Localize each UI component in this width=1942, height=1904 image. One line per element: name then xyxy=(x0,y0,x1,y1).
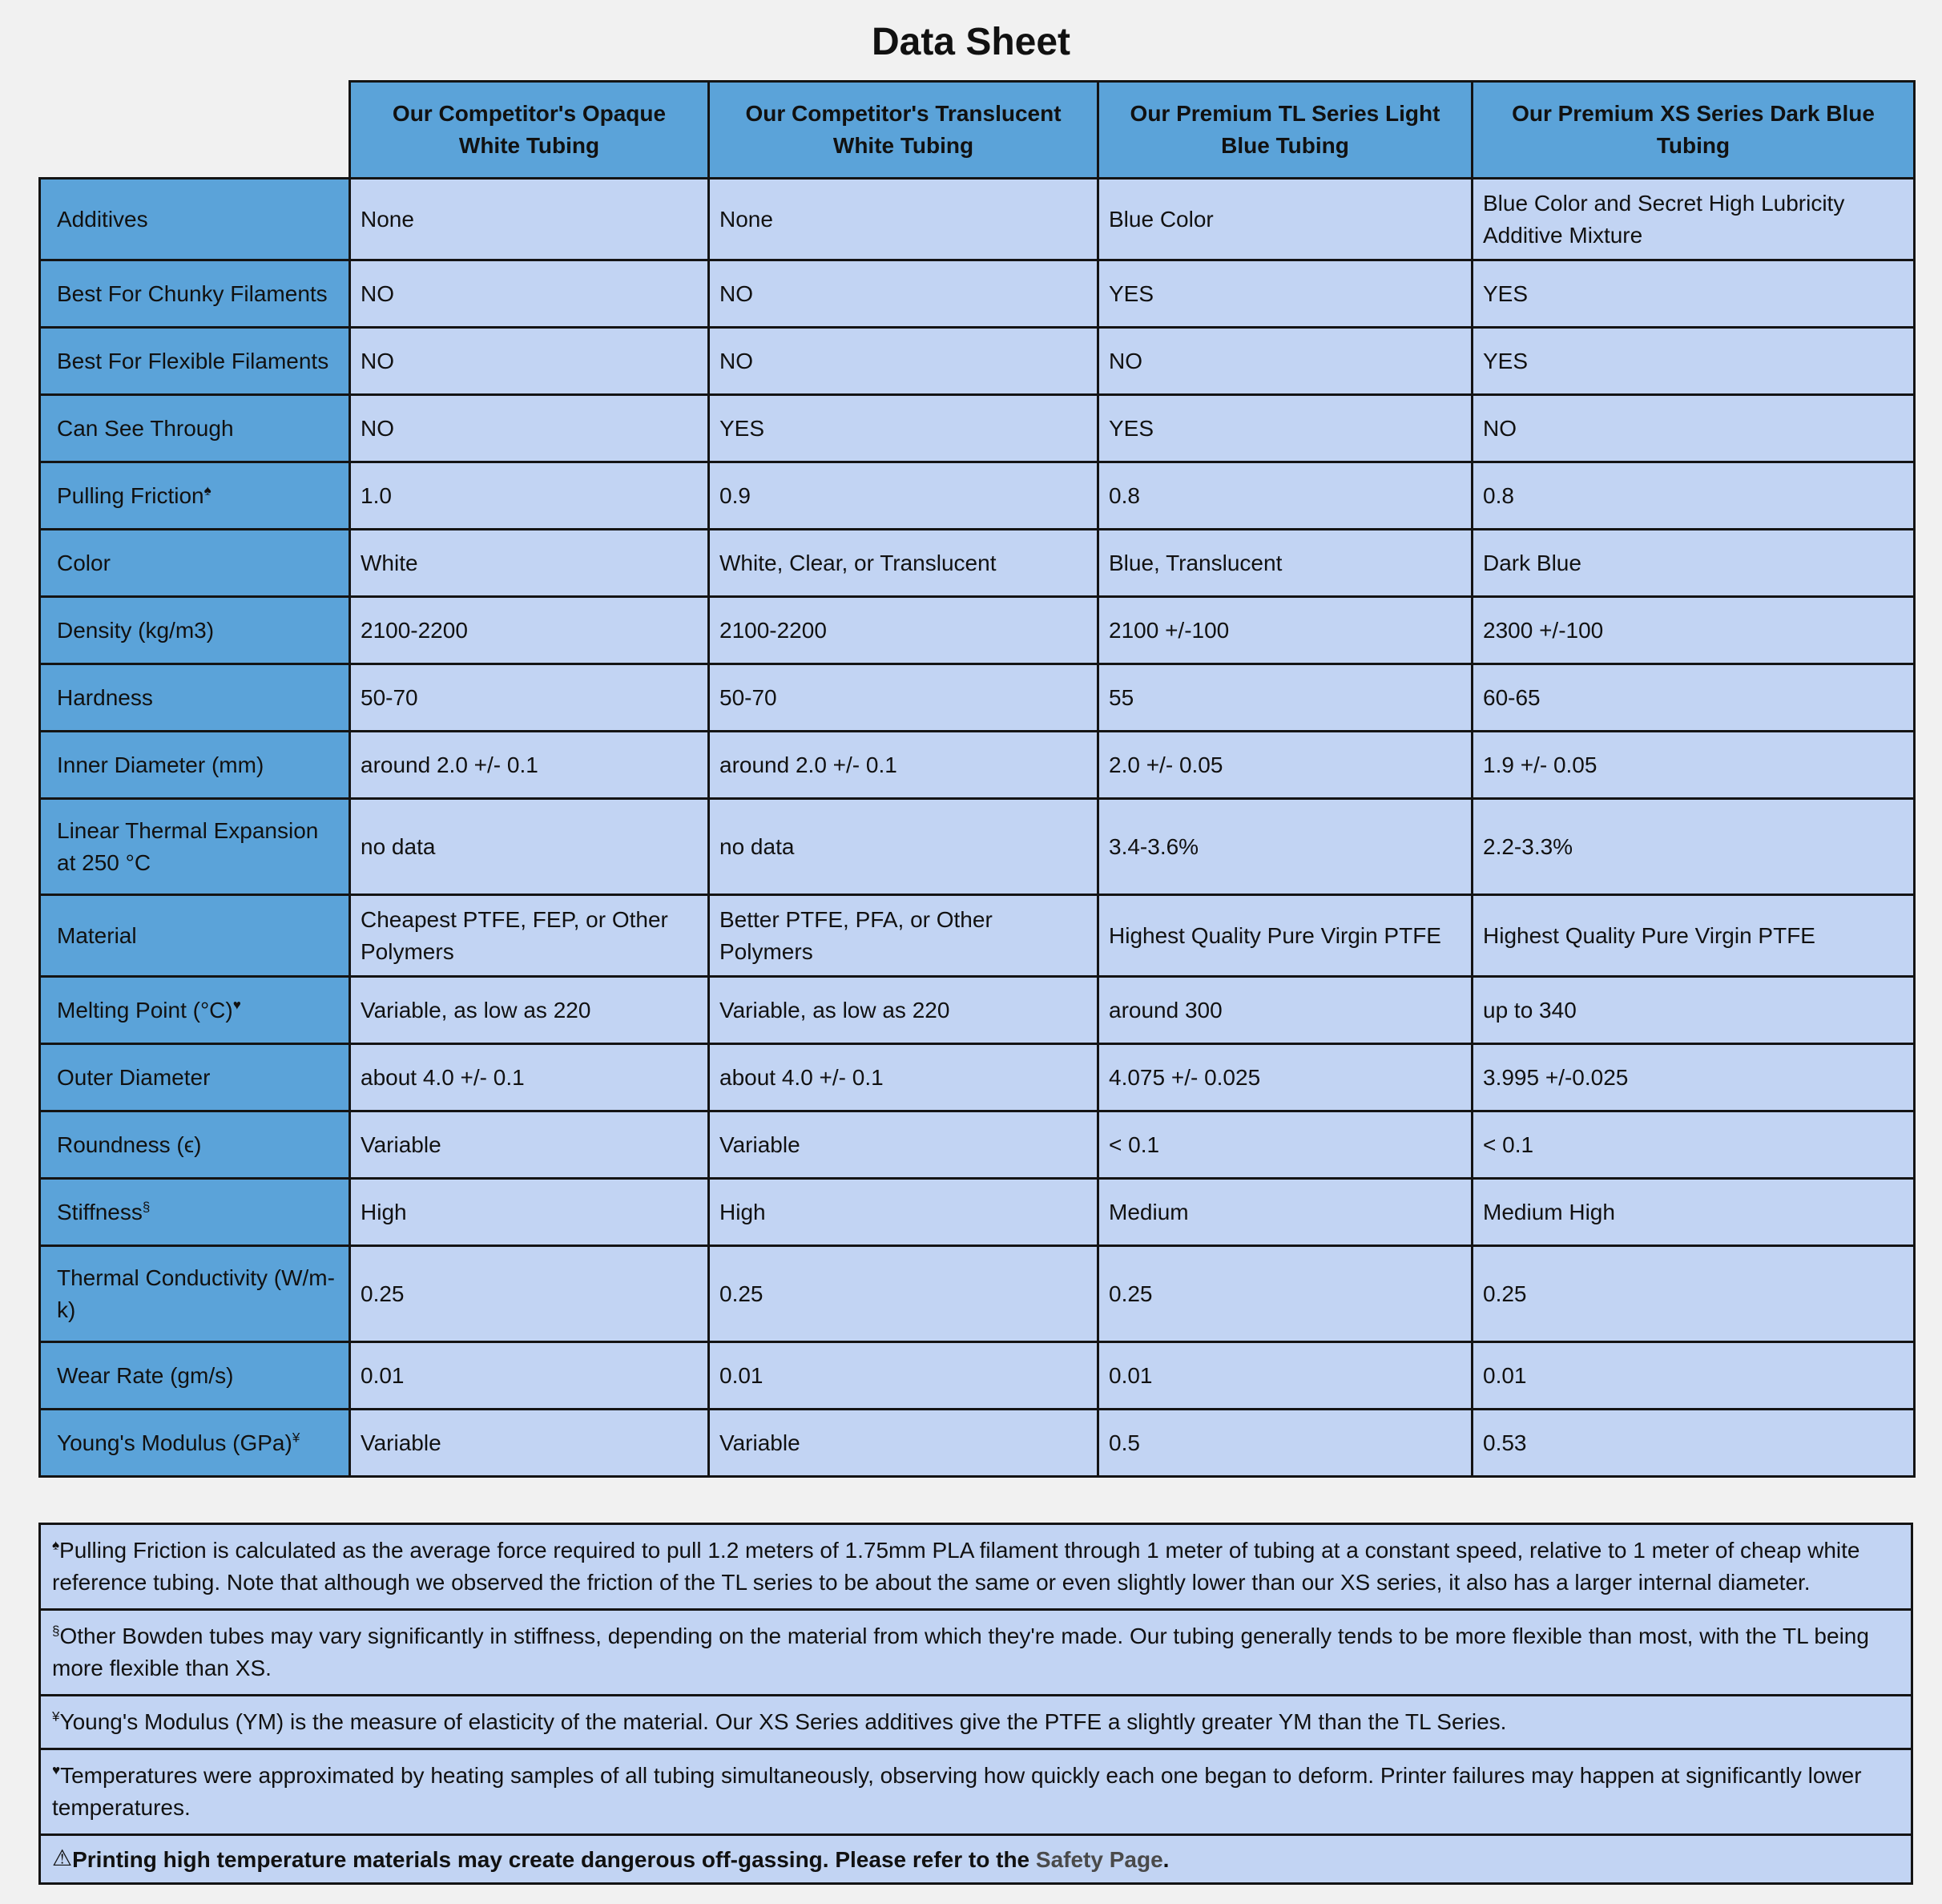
safety-page-link[interactable]: Safety Page xyxy=(1035,1847,1163,1872)
table-body xyxy=(40,179,1915,1477)
table-cell: White, Clear, or Translucent xyxy=(709,530,1098,597)
table-cell: 0.25 xyxy=(1098,1246,1473,1342)
row-header-cell xyxy=(40,462,350,530)
row-header-cell xyxy=(40,597,350,664)
table-row xyxy=(40,597,1915,664)
table-cell: 0.5 xyxy=(1098,1410,1473,1477)
footnote-row xyxy=(40,1749,1912,1835)
table-cell: Blue, Translucent xyxy=(1098,530,1473,597)
footnote-marker: ♥ xyxy=(232,997,241,1013)
table-cell: no data xyxy=(350,799,709,895)
row-label: Density (kg/m3) xyxy=(57,617,215,643)
table-row xyxy=(40,1342,1915,1410)
footnote-row xyxy=(40,1524,1912,1610)
table-cell: 1.9 +/- 0.05 xyxy=(1473,732,1915,799)
table-row xyxy=(40,1044,1915,1111)
table-cell: High xyxy=(350,1179,709,1246)
table-cell: 1.0 xyxy=(350,462,709,530)
footnote-cell xyxy=(40,1696,1912,1749)
row-label: Outer Diameter xyxy=(57,1064,211,1090)
footnote-text: Young's Modulus (YM) is the measure of elasticity of the material. Our XS Series additives give the PTFE a slightly greater YM than the TL Series. xyxy=(59,1709,1507,1734)
warning-text: Printing high temperature materials may create dangerous off-gassing. Please refer to the xyxy=(72,1847,1036,1872)
table-cell: < 0.1 xyxy=(1098,1111,1473,1179)
table-cell: YES xyxy=(1098,395,1473,462)
footnote-marker: ♠ xyxy=(203,482,212,498)
table-cell: NO xyxy=(350,260,709,328)
table-cell: NO xyxy=(709,260,1098,328)
row-header-cell xyxy=(40,799,350,895)
table-cell: Variable xyxy=(709,1410,1098,1477)
column-header-opaque-white: Our Competitor's Opaque White Tubing xyxy=(350,82,709,179)
table-cell: Medium xyxy=(1098,1179,1473,1246)
warning-row xyxy=(40,1835,1912,1884)
column-header-translucent-white: Our Competitor's Translucent White Tubing xyxy=(709,82,1098,179)
table-cell: 0.9 xyxy=(709,462,1098,530)
footnote-row xyxy=(40,1610,1912,1696)
table-cell: 0.25 xyxy=(350,1246,709,1342)
table-cell: Blue Color xyxy=(1098,179,1473,260)
page-title: Data Sheet xyxy=(871,21,1071,63)
row-header-cell xyxy=(40,328,350,395)
footnote-marker: § xyxy=(142,1199,151,1215)
footnote-cell xyxy=(40,1610,1912,1696)
table-cell: no data xyxy=(709,799,1098,895)
footnotes-table xyxy=(38,1523,1913,1885)
table-cell: Variable, as low as 220 xyxy=(709,977,1098,1044)
table-cell: 3.995 +/-0.025 xyxy=(1473,1044,1915,1111)
column-header-tl-series: Our Premium TL Series Light Blue Tubing xyxy=(1098,82,1473,179)
table-cell: Medium High xyxy=(1473,1179,1915,1246)
footnote-marker: ¥ xyxy=(292,1430,300,1446)
table-cell: 0.25 xyxy=(1473,1246,1915,1342)
row-header-cell xyxy=(40,895,350,977)
table-cell: around 2.0 +/- 0.1 xyxy=(350,732,709,799)
table-cell: YES xyxy=(709,395,1098,462)
row-header-cell xyxy=(40,977,350,1044)
table-row xyxy=(40,395,1915,462)
table-cell: 50-70 xyxy=(350,664,709,732)
table-cell: YES xyxy=(1473,260,1915,328)
footnote-marker: § xyxy=(52,1623,60,1639)
table-row xyxy=(40,462,1915,530)
row-header-cell xyxy=(40,530,350,597)
table-row xyxy=(40,664,1915,732)
row-label: Pulling Friction xyxy=(57,482,204,508)
table-cell: Dark Blue xyxy=(1473,530,1915,597)
table-cell: Cheapest PTFE, FEP, or Other Polymers xyxy=(350,895,709,977)
warning-triangle-icon: ⚠ xyxy=(52,1846,73,1870)
table-cell: 0.01 xyxy=(709,1342,1098,1410)
row-label: Hardness xyxy=(57,684,153,710)
row-label: Melting Point (°C) xyxy=(57,997,233,1023)
column-header-xs-series: Our Premium XS Series Dark Blue Tubing xyxy=(1473,82,1915,179)
table-cell: Variable xyxy=(709,1111,1098,1179)
table-cell: 0.25 xyxy=(709,1246,1098,1342)
table-cell: 50-70 xyxy=(709,664,1098,732)
table-header-row xyxy=(40,82,1915,179)
table-cell: 55 xyxy=(1098,664,1473,732)
table-cell: about 4.0 +/- 0.1 xyxy=(350,1044,709,1111)
row-label: Wear Rate (gm/s) xyxy=(57,1362,234,1388)
table-cell: YES xyxy=(1098,260,1473,328)
row-label: Can See Through xyxy=(57,415,234,441)
warning-suffix: . xyxy=(1162,1847,1170,1872)
table-row xyxy=(40,530,1915,597)
table-cell: around 2.0 +/- 0.1 xyxy=(709,732,1098,799)
row-header-cell xyxy=(40,179,350,260)
table-cell: White xyxy=(350,530,709,597)
table-cell: Variable xyxy=(350,1111,709,1179)
row-header-cell xyxy=(40,395,350,462)
table-cell: NO xyxy=(1473,395,1915,462)
table-row xyxy=(40,179,1915,260)
row-label: Thermal Conductivity (W/m-k) xyxy=(57,1265,335,1322)
table-cell: 2100 +/-100 xyxy=(1098,597,1473,664)
table-cell: NO xyxy=(350,328,709,395)
row-label: Additives xyxy=(57,206,148,232)
table-cell: NO xyxy=(350,395,709,462)
table-row xyxy=(40,260,1915,328)
data-sheet-table xyxy=(38,80,1916,1478)
row-header-cell xyxy=(40,1111,350,1179)
table-cell: 0.53 xyxy=(1473,1410,1915,1477)
table-cell: Highest Quality Pure Virgin PTFE xyxy=(1473,895,1915,977)
row-label: Roundness (ϵ) xyxy=(57,1132,202,1157)
footnote-row xyxy=(40,1696,1912,1749)
table-cell: Better PTFE, PFA, or Other Polymers xyxy=(709,895,1098,977)
footnotes-body xyxy=(40,1524,1912,1835)
table-cell: Variable xyxy=(350,1410,709,1477)
footnote-text: Pulling Friction is calculated as the average force required to pull 1.2 meters of 1.75mm PLA filament through 1 meter of tubing at a constant speed, relative to 1 meter of cheap white reference tubing. Note that although we observed the friction of the TL series to be about the same or even slightly lower than our XS series, it also has a larger internal diameter. xyxy=(52,1538,1860,1595)
table-cell: 0.01 xyxy=(1473,1342,1915,1410)
table-cell: NO xyxy=(1098,328,1473,395)
warning-cell xyxy=(40,1835,1912,1884)
row-header-cell xyxy=(40,664,350,732)
table-cell: < 0.1 xyxy=(1473,1111,1915,1179)
table-cell: Highest Quality Pure Virgin PTFE xyxy=(1098,895,1473,977)
row-header-cell xyxy=(40,1246,350,1342)
footnote-text: Temperatures were approximated by heating samples of all tubing simultaneously, observing how quickly each one began to deform. Printer failures may happen at significantly lower temperatures. xyxy=(52,1763,1862,1820)
row-header-cell xyxy=(40,1342,350,1410)
table-row xyxy=(40,799,1915,895)
table-row xyxy=(40,1111,1915,1179)
table-cell: High xyxy=(709,1179,1098,1246)
table-cell: Blue Color and Secret High Lubricity Additive Mixture xyxy=(1473,179,1915,260)
table-cell: 2.0 +/- 0.05 xyxy=(1098,732,1473,799)
table-cell: 0.8 xyxy=(1473,462,1915,530)
table-cell: YES xyxy=(1473,328,1915,395)
footnote-marker: ♥ xyxy=(52,1762,61,1778)
table-cell: 0.01 xyxy=(350,1342,709,1410)
row-label: Stiffness xyxy=(57,1199,143,1224)
table-row xyxy=(40,328,1915,395)
table-row xyxy=(40,1410,1915,1477)
table-cell: 2100-2200 xyxy=(350,597,709,664)
row-header-cell xyxy=(40,260,350,328)
table-cell: Variable, as low as 220 xyxy=(350,977,709,1044)
row-label: Linear Thermal Expansion at 250 °C xyxy=(57,817,319,875)
table-cell: 2300 +/-100 xyxy=(1473,597,1915,664)
table-cell: about 4.0 +/- 0.1 xyxy=(709,1044,1098,1111)
table-cell: 0.8 xyxy=(1098,462,1473,530)
table-row xyxy=(40,895,1915,977)
table-cell: around 300 xyxy=(1098,977,1473,1044)
row-label: Young's Modulus (GPa) xyxy=(57,1430,292,1455)
table-cell: 2100-2200 xyxy=(709,597,1098,664)
table-cell: 60-65 xyxy=(1473,664,1915,732)
table-cell: NO xyxy=(709,328,1098,395)
table-row xyxy=(40,732,1915,799)
table-cell: None xyxy=(709,179,1098,260)
table-cell: 0.01 xyxy=(1098,1342,1473,1410)
table-cell: up to 340 xyxy=(1473,977,1915,1044)
header-corner-cell xyxy=(40,82,350,179)
table-row xyxy=(40,1246,1915,1342)
row-label: Inner Diameter (mm) xyxy=(57,752,264,777)
footnote-marker: ♠ xyxy=(52,1537,60,1553)
row-header-cell xyxy=(40,1410,350,1477)
footnote-cell xyxy=(40,1749,1912,1835)
table-row xyxy=(40,1179,1915,1246)
table-cell: 3.4-3.6% xyxy=(1098,799,1473,895)
footnote-marker: ¥ xyxy=(52,1708,60,1724)
table-cell: None xyxy=(350,179,709,260)
row-header-cell xyxy=(40,1179,350,1246)
row-label: Material xyxy=(57,922,137,948)
table-row xyxy=(40,977,1915,1044)
row-label: Color xyxy=(57,550,111,575)
footnote-text: Other Bowden tubes may vary significantly in stiffness, depending on the material from which they're made. Our tubing generally tends to be more flexible than most, with the TL being more flexible than XS. xyxy=(52,1624,1869,1680)
row-label: Best For Flexible Filaments xyxy=(57,348,329,373)
footnote-cell xyxy=(40,1524,1912,1610)
row-header-cell xyxy=(40,1044,350,1111)
table-cell: 4.075 +/- 0.025 xyxy=(1098,1044,1473,1111)
row-label: Best For Chunky Filaments xyxy=(57,280,328,306)
table-cell: 2.2-3.3% xyxy=(1473,799,1915,895)
row-header-cell xyxy=(40,732,350,799)
